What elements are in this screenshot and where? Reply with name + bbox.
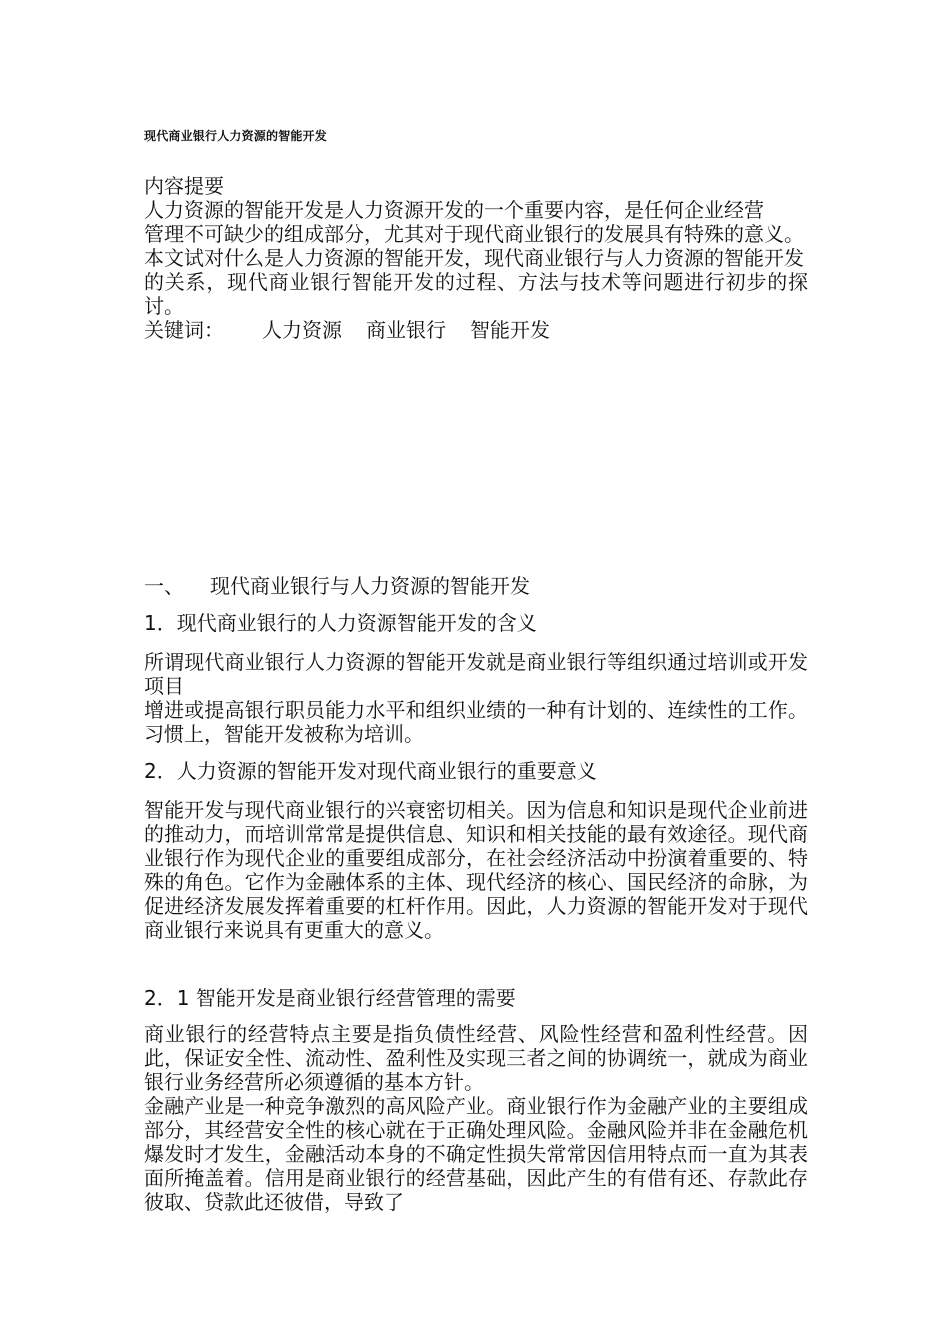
paragraph: 商业银行的经营特点主要是指负债性经营、风险性经营和盈利性经营。因此，保证安全性、流动性、盈利性及实现三者之间的协调统一，就成为商业银行业务经营所必须遵循的基本方针。	[144, 1022, 808, 1094]
paragraph: 金融产业是一种竞争激烈的高风险产业。商业银行作为金融产业的主要组成部分，其经营安全性的核心就在于正确处理风险。金融风险并非在金融危机爆发时才发生，金融活动本身的不确定性损失常常因信用特点而一直为其表面所掩盖着。信用是商业银行的经营基础，因此产生的有借有还、存款此存彼取、贷款此还彼借，导致了	[144, 1094, 808, 1214]
section-heading	[144, 574, 530, 598]
keyword: 商业银行	[366, 318, 446, 342]
abstract-line: 人力资源的智能开发是人力资源开发的一个重要内容，是任何企业经营	[144, 198, 764, 222]
keyword: 人力资源	[262, 318, 342, 342]
subsection-heading: 2．1 智能开发是商业银行经营管理的需要	[144, 986, 516, 1010]
paragraph-block	[144, 1022, 808, 1214]
abstract-label: 内容提要	[144, 174, 224, 198]
section-title: 现代商业银行与人力资源的智能开发	[210, 574, 530, 598]
keywords-label: 关键词：	[144, 318, 224, 342]
paragraph: 增进或提高银行职员能力水平和组织业绩的一种有计划的、连续性的工作。习惯上，智能开发被称为培训。	[144, 698, 808, 746]
abstract-block	[144, 174, 808, 342]
abstract-line: 管理不可缺少的组成部分，尤其对于现代商业银行的发展具有特殊的意义。	[144, 222, 804, 246]
paragraph: 所谓现代商业银行人力资源的智能开发就是商业银行等组织通过培训或开发项目	[144, 650, 808, 698]
subsection-heading: 1．现代商业银行的人力资源智能开发的含义	[144, 611, 537, 635]
keyword: 智能开发	[470, 318, 550, 342]
abstract-line: 本文试对什么是人力资源的智能开发，现代商业银行与人力资源的智能开发	[144, 246, 804, 270]
abstract-line: 的关系，现代商业银行智能开发的过程、方法与技术等问题进行初步的探讨。	[144, 270, 808, 318]
document-title: 现代商业银行人力资源的智能开发	[144, 129, 328, 143]
paragraph-block	[144, 798, 808, 942]
section-number: 一、	[144, 574, 184, 598]
paragraph: 智能开发与现代商业银行的兴衰密切相关。因为信息和知识是现代企业前进的推动力，而培训常常是提供信息、知识和相关技能的最有效途径。现代商业银行作为现代企业的重要组成部分，在社会经济活动中扮演着重要的、特殊的角色。它作为金融体系的主体、现代经济的核心、国民经济的命脉，为促进经济发展发挥着重要的杠杆作用。因此，人力资源的智能开发对于现代商业银行来说具有更重大的意义。	[144, 798, 808, 942]
subsection-heading: 2．人力资源的智能开发对现代商业银行的重要意义	[144, 759, 597, 783]
paragraph-block	[144, 650, 808, 746]
keywords-line	[144, 318, 808, 342]
